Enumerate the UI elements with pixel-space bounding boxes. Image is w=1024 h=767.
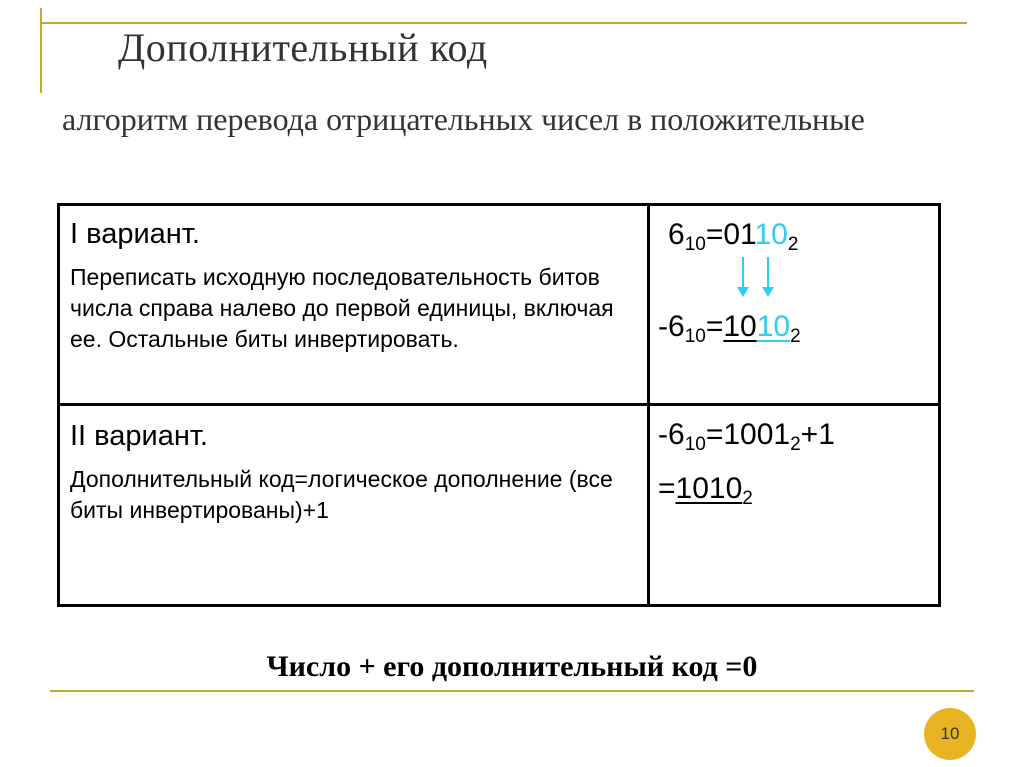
v1l1-b: =01	[705, 218, 755, 251]
v1l1-a: 6	[668, 218, 685, 251]
slide-title: Дополнительный код	[118, 25, 488, 70]
v2l2-b: 1010	[675, 472, 743, 505]
v1l2-c: 10	[723, 310, 757, 343]
v1l1-c-sub: 2	[787, 234, 799, 255]
v2l1-b-sub: 2	[790, 434, 801, 455]
accent-bottom-line	[50, 690, 974, 692]
variant2-heading: II вариант.	[70, 420, 208, 452]
variant2-line2	[658, 472, 753, 509]
v1l2-d-sub: 2	[790, 326, 801, 347]
variant1-line1	[668, 218, 799, 255]
variant2-text: Дополнительный код=логическое дополнение (все биты инвертированы)+1	[70, 466, 613, 523]
v2l2-a: =	[658, 472, 676, 505]
v2l1-c: +1	[800, 418, 835, 451]
v1l2-b: =	[705, 310, 724, 343]
v1l1-a-sub: 10	[684, 234, 706, 255]
v1l2-a: -6	[658, 310, 685, 343]
variant1-heading: I вариант.	[70, 218, 200, 250]
arrows-down-icon	[730, 255, 780, 300]
v2l1-a-sub: 10	[684, 434, 706, 455]
v2l2-b-sub: 2	[742, 488, 753, 509]
v1l2-a-sub: 10	[684, 326, 706, 347]
table-row-divider	[57, 403, 941, 406]
variant1-line2	[658, 310, 801, 347]
v1l2-d: 10	[756, 310, 791, 343]
slide-subtitle: алгоритм перевода отрицательных чисел в положительные	[62, 101, 865, 137]
v2l1-a: -6	[658, 418, 685, 451]
v1l1-c: 10	[754, 218, 788, 251]
variant1-text: Переписать исходную последовательность битов числа справа налево до первой единицы, включая ее. Остальные биты инвертировать.	[70, 264, 614, 352]
accent-vertical-line	[40, 8, 42, 93]
footer-statement: Число + его дополнительный код =0	[266, 650, 758, 683]
variant2-line1	[658, 418, 835, 455]
v2l1-b: =1001	[705, 418, 791, 451]
page-number-badge: 10	[924, 708, 976, 760]
